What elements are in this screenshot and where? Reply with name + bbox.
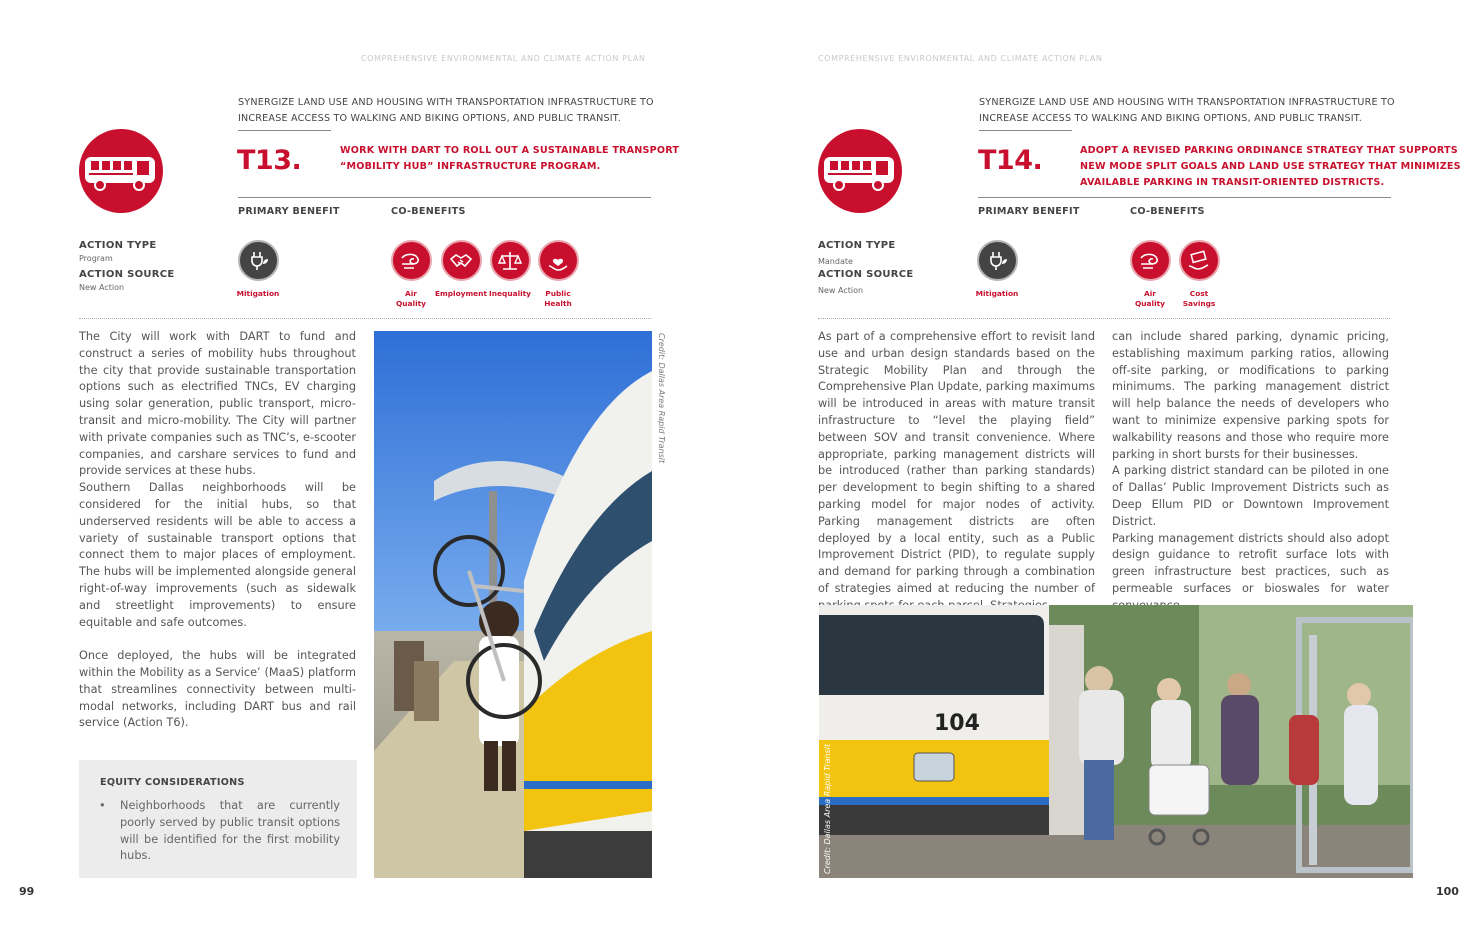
hand-heart-icon [538, 240, 579, 281]
co-benefit-cost-savings [1169, 240, 1229, 308]
co-benefits-label: CO-BENEFITS [1130, 206, 1205, 217]
plug-leaf-icon [977, 240, 1018, 281]
action-title-line: WORK WITH DART TO ROLL OUT A SUSTAINABLE TRANSPORT [340, 145, 680, 156]
action-code: T13. [237, 145, 302, 176]
equity-item [99, 798, 340, 865]
air-swirl-icon [1130, 240, 1171, 281]
photo-bus-boarding [819, 605, 1413, 878]
body-text-column-2 [1112, 329, 1389, 615]
paragraph: As part of a comprehensive effort to revisit land use and urban design standards based on the Strategic Mobility Plan and through the Comprehensive Plan Update, parking maximums will be introduced in areas with mature transit infrastructure to “level the playing field” between SOV and transit convenience. Where appropriate, parking management districts will be introduced (rather than parking standards) per development to begin shifting to a shared parking model for major nodes of activity. Parking management districts are often deployed by a local entity, such as a Public Improvement District (PID), to regulate supply and demand for parking through a combination of strategies aimed at reducing the number of [818, 330, 1095, 595]
section-divider [79, 318, 651, 319]
action-source-value: New Action [79, 283, 125, 292]
bus-number: 104 [934, 711, 980, 736]
action-source-value: New Action [818, 286, 864, 295]
goal-underline [238, 130, 331, 131]
action-title [1080, 143, 1461, 191]
transport-badge [79, 129, 163, 213]
photo-credit: Credit: Dallas Area Rapid Transit [657, 333, 666, 464]
page-number: 99 [19, 885, 35, 898]
page-number: 100 [1436, 885, 1459, 898]
action-title-line: ADOPT A REVISED PARKING ORDINANCE STRATEGY THAT SUPPORTS [1080, 145, 1458, 156]
caption-line: Inequality [489, 289, 531, 298]
handshake-icon [441, 240, 482, 281]
section-divider [818, 318, 1390, 319]
running-header: COMPREHENSIVE ENVIRONMENTAL AND CLIMATE ACTION PLAN [818, 54, 1103, 63]
caption-line: Quality [396, 298, 426, 308]
photo-credit: Credit: Dallas Area Rapid Transit [823, 743, 832, 874]
caption-line: Cost [1189, 289, 1209, 298]
benefit-caption: Mitigation [236, 289, 280, 298]
action-title-line: NEW MODE SPLIT GOALS AND LAND USE STRATEGY THAT MINIMIZES [1080, 161, 1461, 172]
plug-leaf-icon [238, 240, 279, 281]
running-header: COMPREHENSIVE ENVIRONMENTAL AND CLIMATE ACTION PLAN [361, 54, 646, 63]
goal-underline [979, 130, 1072, 131]
goal-line: SYNERGIZE LAND USE AND HOUSING WITH TRANSPORTATION INFRASTRUCTURE TO [238, 97, 654, 108]
body-text [79, 329, 356, 732]
co-benefits-label: CO-BENEFITS [391, 206, 466, 217]
body-text-column-1 [818, 329, 1095, 615]
action-type-label: ACTION TYPE [79, 240, 157, 251]
action-code: T14. [978, 145, 1043, 176]
title-rule [978, 197, 1391, 198]
primary-benefit [228, 240, 288, 299]
goal-statement [979, 95, 1395, 127]
caption-line: Savings [1182, 298, 1216, 308]
bullet: • [99, 799, 106, 812]
air-swirl-icon [391, 240, 432, 281]
action-type-value: Program [79, 254, 113, 263]
equity-box [79, 760, 357, 878]
goal-line: INCREASE ACCESS TO WALKING AND BIKING OPTIONS, AND PUBLIC TRANSIT. [979, 113, 1362, 124]
title-rule [238, 197, 651, 198]
action-title-line: “MOBILITY HUB” INFRASTRUCTURE PROGRAM. [340, 161, 601, 172]
caption-line: Quality [1135, 298, 1165, 308]
paragraph: Southern Dallas neighborhoods will be considered for the initial hubs, so that underserved residents will be able to access a variety of sustainable transport options that connect them to major places of employment. The hubs will be implemented alongside general right-of-way improvements (such as sidewalk and streetlight improvements) to ensure equitable and safe outcomes. [79, 481, 356, 629]
scales-icon [490, 240, 531, 281]
co-benefit-public-health [528, 240, 588, 308]
primary-benefit-label: PRIMARY BENEFIT [238, 206, 340, 217]
caption-line: Health [544, 298, 572, 308]
money-hand-icon [1179, 240, 1220, 281]
goal-line: SYNERGIZE LAND USE AND HOUSING WITH TRANSPORTATION INFRASTRUCTURE TO [979, 97, 1395, 108]
transport-badge [818, 129, 902, 213]
goal-line: INCREASE ACCESS TO WALKING AND BIKING OPTIONS, AND PUBLIC TRANSIT. [238, 113, 621, 124]
action-type-value: Mandate [818, 257, 853, 266]
paragraph: Parking management districts should also adopt design guidance to retrofit surface lots with green infrastructure best practices, such as permeable surfaces or bioswales for water [1112, 531, 1389, 595]
primary-benefit [967, 240, 1027, 299]
caption-line: Air [1144, 289, 1156, 298]
paragraph: Once deployed, the hubs will be integrated within the Mobility as a Service’ (MaaS) platform that streamlines connectivity between multi-modal networks, including DART bus and rail service (Action T6). [79, 649, 356, 730]
benefit-caption [528, 289, 588, 308]
goal-statement [238, 95, 654, 127]
bus-icon [79, 129, 163, 213]
equity-item-text: Neighborhoods that are currently poorly served by public transit options will be identified for the first mobility hubs. [120, 799, 340, 863]
caption-line: Public [545, 289, 571, 298]
paragraph: can include shared parking, dynamic pricing, establishing maximum parking ratios, allowing off-site parking, or modifications to parking minimums. The parking management district will help balance the needs of developers who want to minimize expensive parking spots for walkability reasons and those who require more parking in short bursts for their businesses. [1112, 330, 1389, 461]
action-source-label: ACTION SOURCE [818, 269, 914, 280]
caption-line: Air [405, 289, 417, 298]
action-source-label: ACTION SOURCE [79, 269, 175, 280]
paragraph: The City will work with DART to fund and construct a series of mobility hubs throughout the city that provide sustainable transportation options such as electrified TNCs, EV charging using solar generation, public transport, micro-transit and micro-mobility. The City will partner with private companies such as TNC’s, e-scooter companies, and carshare services to fund and provide services at these hubs. [79, 330, 356, 478]
primary-benefit-label: PRIMARY BENEFIT [978, 206, 1080, 217]
action-title-line: AVAILABLE PARKING IN TRANSIT-ORIENTED DISTRICTS. [1080, 177, 1385, 188]
bus-icon [818, 129, 902, 213]
benefit-caption: Mitigation [975, 289, 1019, 298]
action-title [340, 143, 679, 175]
action-type-label: ACTION TYPE [818, 240, 896, 251]
benefit-caption [1169, 289, 1229, 308]
caption-line: Employment [435, 289, 487, 298]
paragraph: A parking district standard can be piloted in one of Dallas’ Public Improvement Districts such as Deep Ellum PID or Downtown Improvement District. [1112, 464, 1389, 528]
equity-title: EQUITY CONSIDERATIONS [100, 777, 245, 788]
photo-cyclist-train [374, 331, 652, 878]
